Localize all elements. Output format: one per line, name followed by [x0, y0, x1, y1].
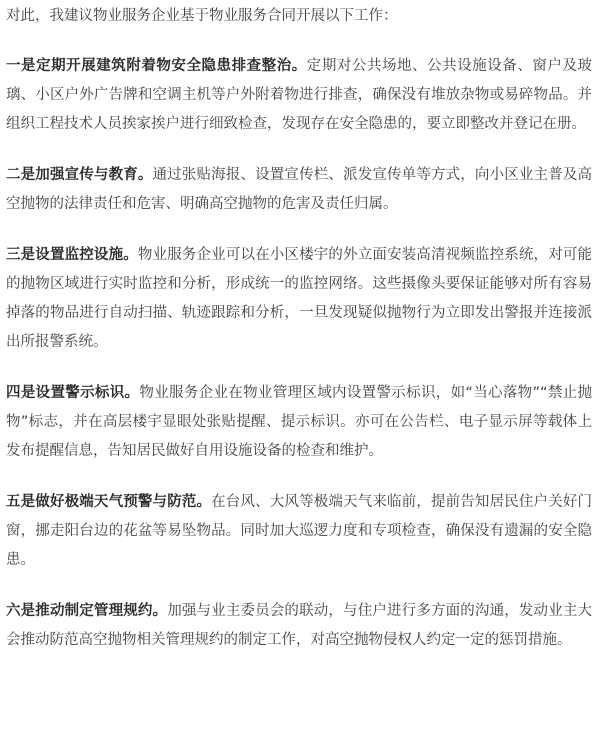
item-lead-3: 三是设置监控设施。 — [6, 247, 138, 263]
item-lead-5: 五是做好极端天气预警与防范。 — [6, 494, 212, 510]
item-body-5: 在台风、大风等极端天气来临前，提前告知居民住户关好门窗，挪走阳台边的花盆等易坠物品。同时加大巡逻力度和专项检查，确保没有遗漏的安全隐患。 — [6, 494, 593, 568]
item-body-2: 通过张贴海报、设置宣传栏、派发宣传单等方式，向小区业主普及高空抛物的法律责任和危害、明确高空抛物的危害及责任归属。 — [6, 167, 593, 212]
item-body-6: 加强与业主委员会的联动，与住户进行多方面的沟通，发动业主大会推动防范高空抛物相关管理规约的制定工作，对高空抛物侵权人约定一定的惩罚措施。 — [6, 603, 593, 648]
item-paragraph-3 — [6, 241, 592, 357]
item-body-1: 定期对公共场地、公共设施设备、窗户及玻璃、小区户外广告牌和空调主机等户外附着物进行排查，确保没有堆放杂物或易碎物品。并组织工程技术人员挨家挨户进行细致检查，发现存在安全隐患的，要立即整改并登记在册。 — [6, 58, 593, 132]
item-paragraph-1 — [6, 52, 592, 139]
item-lead-2: 二是加强宣传与教育。 — [6, 167, 153, 183]
item-body-3: 物业服务企业可以在小区楼宇的外立面安装高清视频监控系统，对可能的抛物区域进行实时监控和分析，形成统一的监控网络。这些摄像头要保证能够对所有容易掉落的物品进行自动扫描、轨迹跟踪和分析，一旦发现疑似抛物行为立即发出警报并连接派出所报警系统。 — [6, 247, 593, 350]
intro-paragraph: 对此，我建议物业服务企业基于物业服务合同开展以下工作： — [6, 8, 398, 24]
item-body-4: 物业服务企业在物业管理区域内设置警示标识，如“当心落物”“禁止抛物”标志，并在高层楼宇显眼处张贴提醒、提示标识。亦可在公告栏、电子显示屏等载体上发布提醒信息，告知居民做好自用设施设备的检查和维护。 — [6, 385, 592, 459]
item-lead-6: 六是推动制定管理规约。 — [6, 603, 168, 619]
item-lead-1: 一是定期开展建筑附着物安全隐患排查整治。 — [6, 58, 307, 74]
item-paragraph-5 — [6, 488, 592, 575]
item-paragraph-2 — [6, 161, 592, 219]
item-paragraph-6 — [6, 597, 592, 655]
item-paragraph-4 — [6, 379, 592, 466]
item-lead-4: 四是设置警示标识。 — [6, 385, 140, 401]
